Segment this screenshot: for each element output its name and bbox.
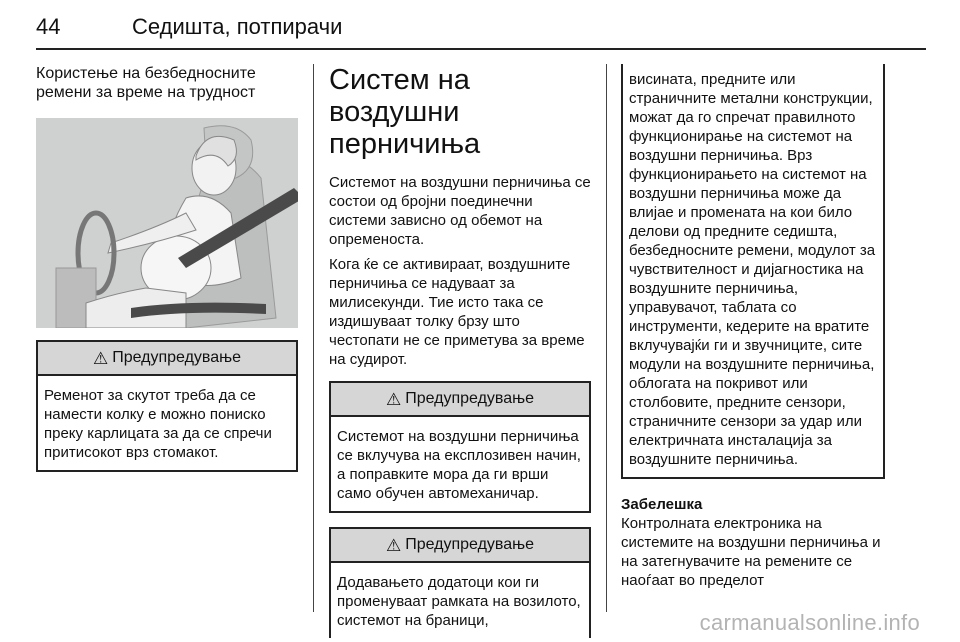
warning-triangle-icon: ⚠ xyxy=(385,389,402,409)
page-title: Седишта, потпирачи xyxy=(132,14,343,39)
warning-header xyxy=(331,383,589,417)
note-block xyxy=(621,495,885,590)
watermark: carmanualsonline.info xyxy=(699,610,920,635)
warning-header xyxy=(38,342,296,376)
warning-header xyxy=(331,529,589,563)
warning-box-accessories-continued xyxy=(621,64,885,479)
warning-title: Предупредување xyxy=(112,349,242,366)
airbag-paragraph-2: Кога ќе се активираат, воздушните перничиња се надуваат за милисекунди. Тие исто така се издишуваат толку брзу што честопати не се приметува за време на судирот. xyxy=(329,256,585,368)
warning-box-accessories xyxy=(329,527,591,638)
pregnant-woman-seatbelt-illustration xyxy=(36,118,298,328)
warning-box-pregnancy xyxy=(36,340,298,472)
column-divider-2 xyxy=(606,64,607,612)
warning-text: Системот на воздушни перничиња се вклучува на експлозивен начин, а поправките мора да ги врши само обучен автомеханичар. xyxy=(337,428,581,502)
page-header xyxy=(36,12,926,50)
warning-triangle-icon: ⚠ xyxy=(385,535,402,555)
page-number: 44 xyxy=(36,14,61,39)
warning-text: Додавањето додатоци кои ги променуваат рамката на возилото, системот на браници, xyxy=(337,574,581,629)
section-heading-airbags: Систем на воздушни перничиња xyxy=(329,64,481,160)
warning-box-explosive xyxy=(329,381,591,513)
warning-text: Ременот за скутот треба да се намести колку е можно пониско преку карлицата за да се спречи притисокот врз стомакот. xyxy=(44,387,272,461)
warning-text-continued: висината, предните или страничните метални конструкции, можат да го спречат правилното функционирање на системот на воздушни перничиња. Врз функционирањето на системот на воздушни перничиња може да влијае и промената на кои било делови од предните седишта, безбедносните ремени, модулот за чувствителност и дијагностика на воздушните перничиња, управувачот, таблата со инструменти, кедерите на вратите вклучувајќи ги и звучниците, сите модули на воздушните перничиња, облогата на покривот или столбовите, предните сензори, страничните сензори за удар или електричната инсталација за воздушните перничиња. xyxy=(629,71,876,468)
column-2 xyxy=(329,64,591,638)
column-3 xyxy=(621,64,885,590)
column-divider-1 xyxy=(313,64,314,612)
column-1 xyxy=(36,64,298,472)
section-heading-pregnancy: Користење на безбедносните ремени за време на трудност xyxy=(36,65,256,101)
warning-title: Предупредување xyxy=(405,536,535,553)
warning-title: Предупредување xyxy=(405,390,535,407)
illustration-svg xyxy=(36,118,298,328)
note-text: Контролната електроника на системите на воздушни перничиња и на затегнувачите на ремените се наоѓаат во пределот xyxy=(621,515,881,589)
note-title: Забелешка xyxy=(621,496,703,513)
airbag-paragraph-1: Системот на воздушни перничиња се состои од бројни поединечни системи зависно од обемот на опременоста. xyxy=(329,174,591,248)
warning-triangle-icon: ⚠ xyxy=(92,348,109,368)
